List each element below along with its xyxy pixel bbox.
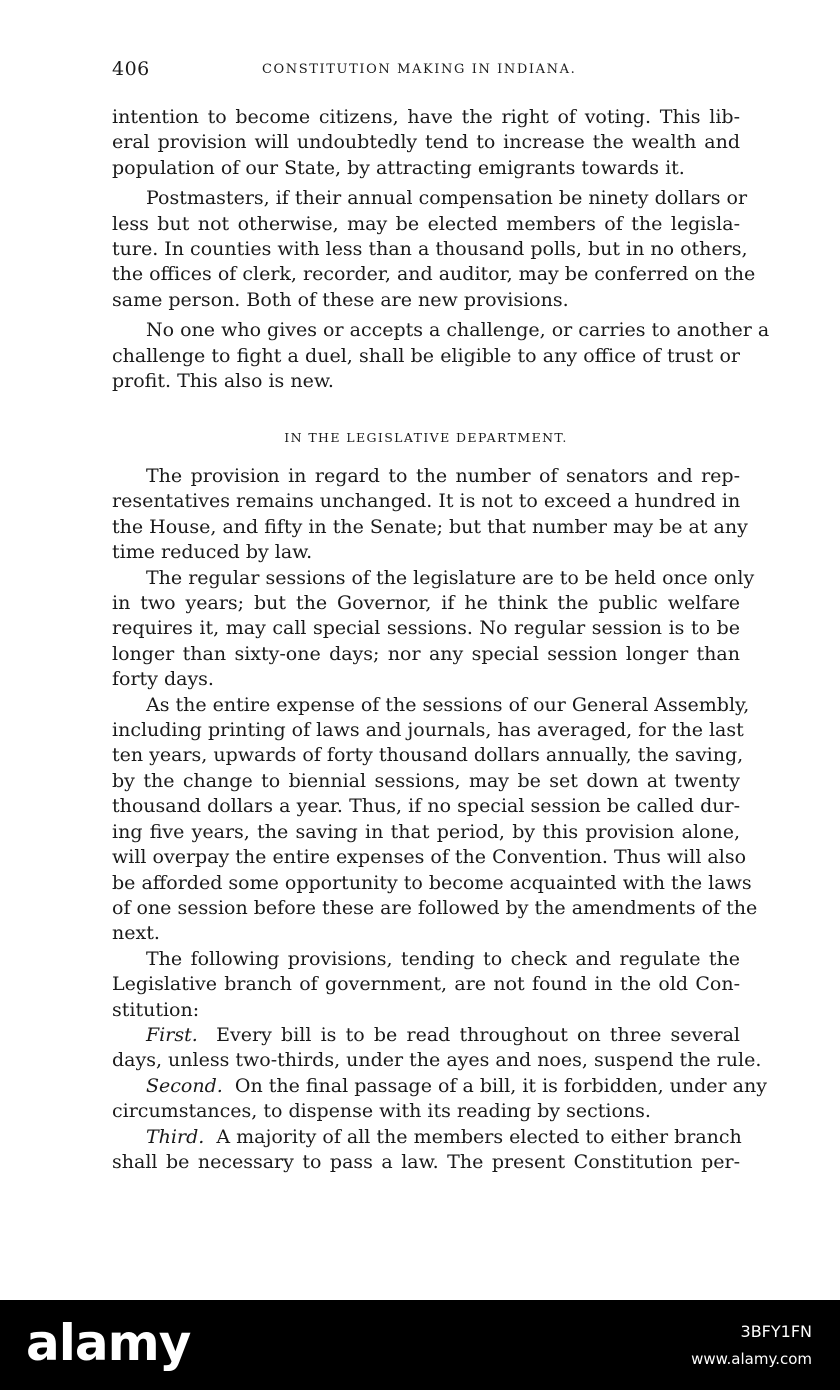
section-heading: IN THE LEGISLATIVE DEPARTMENT.: [284, 430, 568, 445]
text-line: the offices of clerk, recorder, and auditor, may be conferred on the: [112, 263, 756, 286]
text-line: [112, 1074, 767, 1099]
text-line: Legislative branch of government, are not found in the old Con-: [112, 973, 740, 996]
text-line: days, unless two-thirds, under the ayes and noes, suspend the rule.: [112, 1049, 762, 1072]
text-line: The following provisions, tending to check and regulate the: [146, 947, 740, 970]
text-fragment: On the final passage of a bill, it is forbidden, under any: [234, 1074, 767, 1097]
text-line: ten years, upwards of forty thousand dollars annually, the saving,: [112, 744, 744, 767]
text-line: of one session before these are followed by the amendments of the: [112, 896, 758, 919]
image-id: 3BFY1FN: [740, 1322, 812, 1341]
text-line: profit. This also is new.: [112, 370, 334, 393]
text-line: resentatives remains unchanged. It is not to exceed a hundred in: [112, 490, 741, 513]
site-url: www.alamy.com: [691, 1350, 812, 1368]
page-header: [112, 58, 740, 82]
text-line: ing five years, the saving in that period, by this provision alone,: [112, 820, 740, 843]
enumerator-third: Third.: [146, 1125, 205, 1148]
text-line: The regular sessions of the legislature are to be held once only: [146, 566, 755, 589]
text-fragment: A majority of all the members elected to either branch: [216, 1125, 742, 1148]
text-line: challenge to fight a duel, shall be eligible to any office of trust or: [112, 344, 740, 367]
text-fragment: Every bill is to be read throughout on three several: [216, 1023, 740, 1046]
text-line: population of our State, by attracting emigrants towards it.: [112, 156, 685, 179]
text-line: in two years; but the Governor, if he think the public welfare: [112, 592, 740, 615]
enumerator-second: Second.: [146, 1074, 223, 1097]
text-line: The provision in regard to the number of senators and rep-: [146, 465, 740, 487]
text-line: requires it, may call special sessions. No regular session is to be: [112, 617, 740, 640]
text-line: same person. Both of these are new provisions.: [112, 288, 569, 311]
page-number: 406: [112, 58, 150, 80]
text-line: will overpay the entire expenses of the Convention. Thus will also: [112, 846, 747, 869]
text-line: intention to become citizens, have the right of voting. This lib-: [112, 106, 740, 128]
text-line: [112, 1023, 740, 1048]
text-line: be afforded some opportunity to become acquainted with the laws: [112, 871, 752, 894]
text-line: thousand dollars a year. Thus, if no special session be called dur-: [112, 795, 740, 818]
text-line: No one who gives or accepts a challenge, or carries to another a: [146, 319, 770, 342]
text-line: Postmasters, if their annual compensation be ninety dollars or: [146, 187, 748, 210]
text-line: As the entire expense of the sessions of our General Assembly,: [146, 693, 750, 716]
text-line: longer than sixty-one days; nor any special session longer than: [112, 642, 740, 665]
legislative-section-body: [112, 464, 767, 1175]
text-line: less but not otherwise, may be elected members of the legisla-: [112, 212, 740, 235]
text-line: forty days.: [112, 668, 214, 691]
running-title: CONSTITUTION MAKING IN INDIANA.: [262, 62, 577, 77]
text-line: the House, and fifty in the Senate; but that number may be at any: [112, 515, 748, 538]
enumerator-first: First.: [146, 1023, 198, 1046]
watermark-bar: [0, 1300, 840, 1390]
text-line: stitution:: [112, 998, 200, 1021]
text-line: by the change to biennial sessions, may be set down at twenty: [112, 769, 740, 792]
text-line: next.: [112, 922, 160, 945]
text-line: shall be necessary to pass a law. The present Constitution per-: [112, 1150, 740, 1173]
text-line: circumstances, to dispense with its reading by sections.: [112, 1100, 651, 1123]
text-line: ture. In counties with less than a thousand polls, but in no others,: [112, 238, 748, 261]
text-line: eral provision will undoubtedly tend to increase the wealth and: [112, 131, 740, 154]
alamy-logo: alamy: [26, 1314, 191, 1372]
text-line: [112, 1125, 740, 1150]
opening-paragraphs: [112, 105, 770, 394]
text-line: including printing of laws and journals, has averaged, for the last: [112, 719, 744, 742]
text-line: time reduced by law.: [112, 541, 313, 564]
